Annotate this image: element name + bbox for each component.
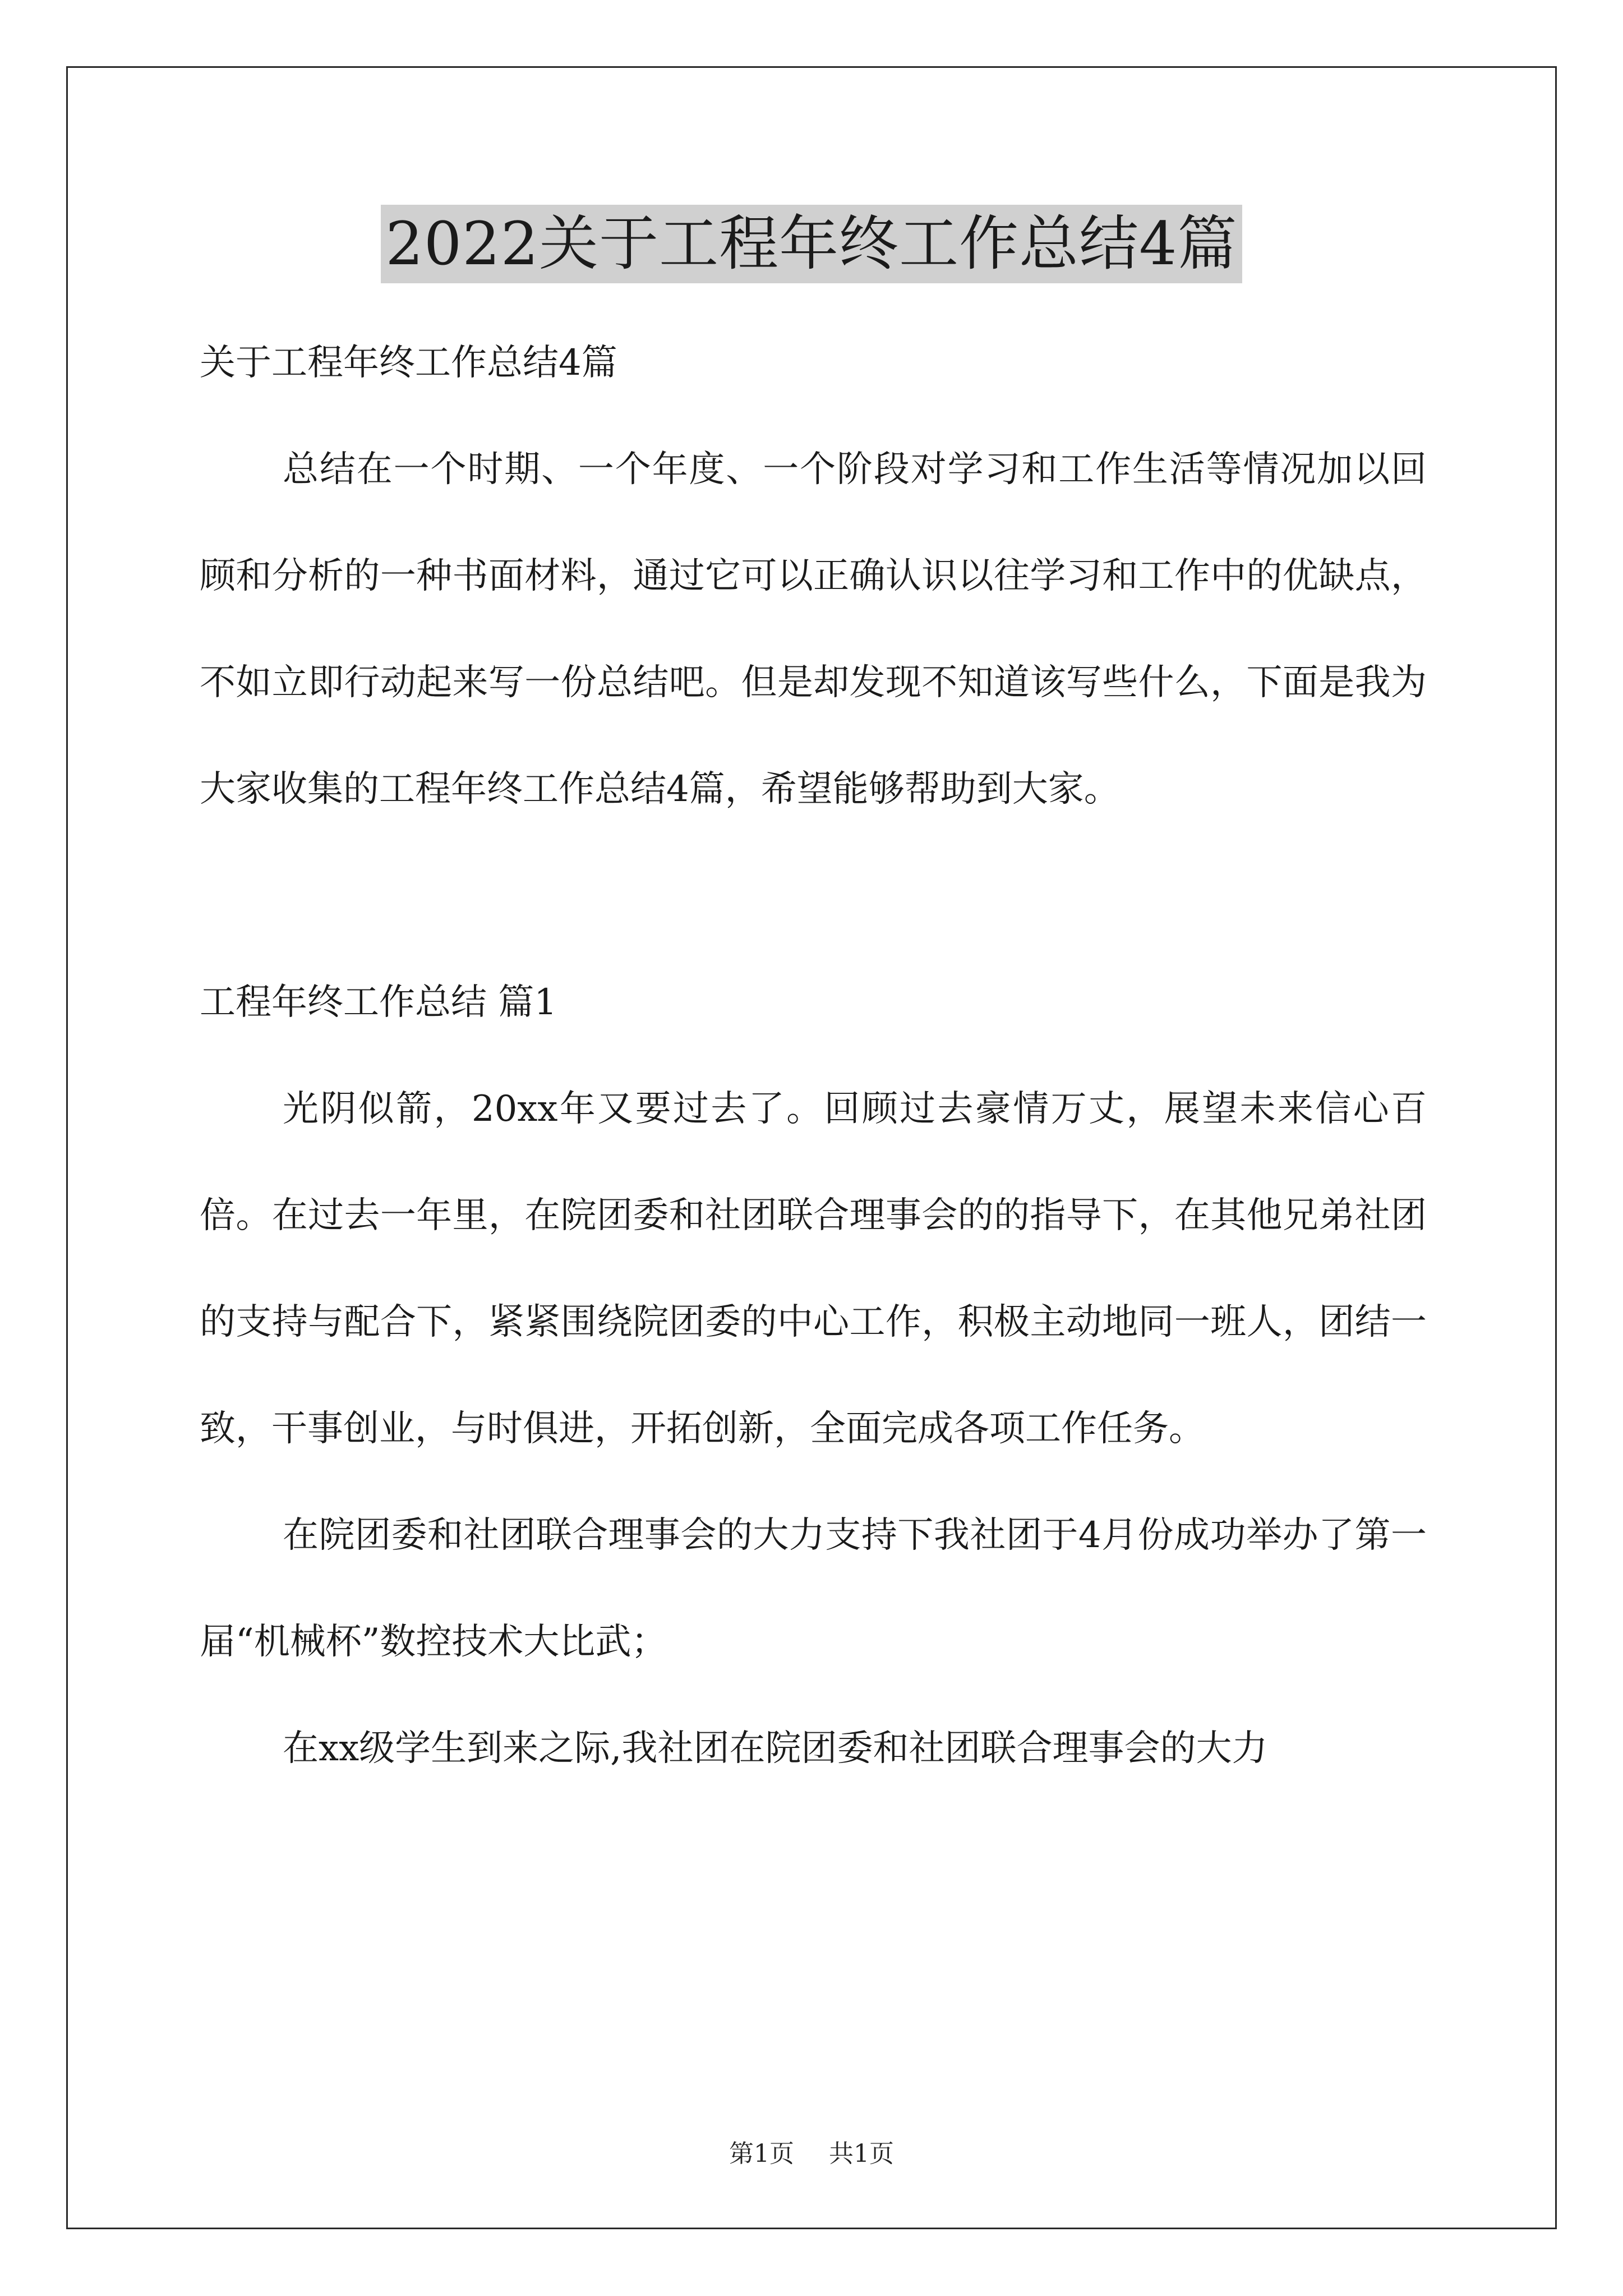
document-body xyxy=(200,310,1427,1802)
section-spacer xyxy=(200,843,1427,949)
page-footer xyxy=(0,2137,1623,2171)
section-heading: 工程年终工作总结 篇1 xyxy=(200,982,557,1023)
page-number-total: 共1页 xyxy=(829,2139,894,2168)
document-title xyxy=(0,205,1623,283)
page-number-current: 第1页 xyxy=(729,2139,794,2168)
document-title-text: 2022关于工程年终工作总结4篇 xyxy=(381,205,1242,283)
body-paragraph-2: 在院团委和社团联合理事会的大力支持下我社团于4月份成功举办了第一届“机械杯”数控技术大比武； xyxy=(200,1515,1427,1663)
document-subtitle: 关于工程年终工作总结4篇 xyxy=(200,342,617,384)
body-paragraph-1: 光阴似箭，20xx年又要过去了。回顾过去豪情万丈，展望未来信心百倍。在过去一年里，在院团委和社团联合理事会的的指导下，在其他兄弟社团的支持与配合下，紧紧围绕院团委的中心工作，积极主动地同一班人，团结一致，干事创业，与时俱进，开拓创新，全面完成各项工作任务。 xyxy=(200,1088,1427,1450)
body-paragraph-3: 在xx级学生到来之际,我社团在院团委和社团联合理事会的大力 xyxy=(283,1728,1268,1769)
intro-paragraph: 总结在一个时期、一个年度、一个阶段对学习和工作生活等情况加以回顾和分析的一种书面材料，通过它可以正确认识以往学习和工作中的优缺点，不如立即行动起来写一份总结吧。但是却发现不知道该写些什么，下面是我为大家收集的工程年终工作总结4篇，希望能够帮助到大家。 xyxy=(200,449,1427,810)
